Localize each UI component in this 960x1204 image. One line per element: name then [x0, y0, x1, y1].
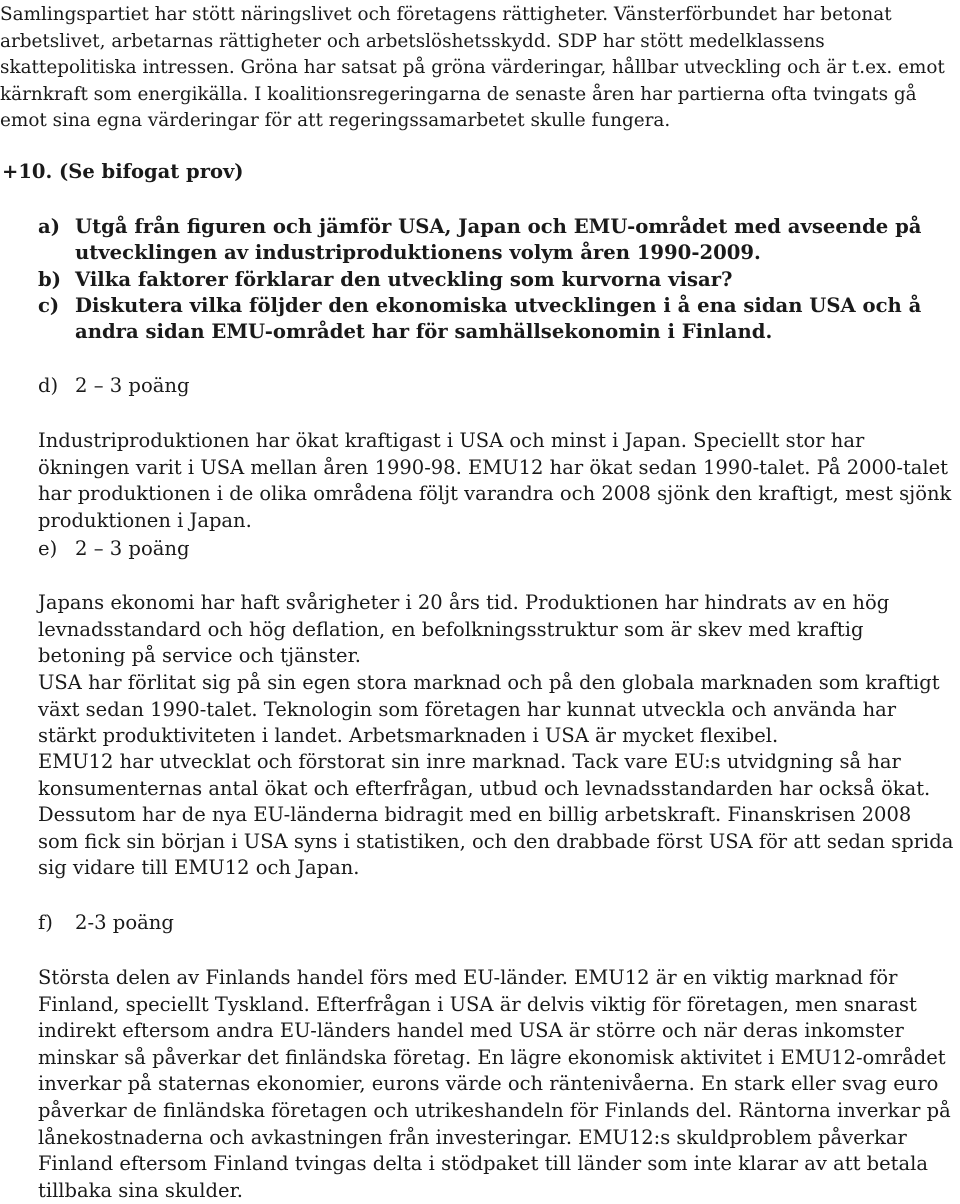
answer-e-paragraph-emu12: EMU12 har utvecklat och förstorat sin inre marknad. Tack vare EU:s utvidgning så har konsumenternas antal ökat och efterfrågan, utbud och levnadsstandarden har också ökat. Dessutom har de nya EU-länderna bidragit med en billig arbetskraft. Finanskrisen 2008 som fick sin början i USA syns i statistiken, och den drabbade först USA för att sedan sprida sig vidare till EMU12 och Japan.	[38, 750, 954, 880]
question-list	[38, 214, 938, 345]
question-heading: +10. (Se bifogat prov)	[2, 160, 244, 183]
question-item-marker: a)	[38, 215, 60, 238]
answer-f-paragraph: Största delen av Finlands handel förs med EU-länder. EMU12 är en viktig marknad för Finland, speciellt Tyskland. Efterfrågan i USA är delvis viktig för företagen, men snarast indirekt eftersom andra EU-länders handel med USA är större och när deras inkomster minskar så påverkar det finländska företag. En lägre ekonomisk aktivitet i EMU12-området inverkar på staternas ekonomier, eurons värde och räntenivåerna. En stark eller svag euro påverkar de finländska företagen och utrikeshandeln för Finlands del. Räntorna inverkar på lånekostnaderna och avkastningen från investeringar. EMU12:s skuldproblem påverkar Finland eftersom Finland tvingas delta i stödpaket till länder som inte klarar av att betala tillbaka sina skulder.	[38, 966, 951, 1202]
intro-paragraph: Samlingspartiet har stött näringslivet och företagens rättigheter. Vänsterförbundet har betonat arbetslivet, arbetarnas rättigheter och arbetslöshetsskydd. SDP har stött medelklassens skattepolitiska intressen. Gröna har satsat på gröna värderingar, hållbar utveckling och är t.ex. emot kärnkraft som energikälla. I koalitionsregeringarna de senaste åren har partierna ofta tvingats gå emot sina egna värderingar för att regeringssamarbetet skulle fungera.	[0, 4, 945, 131]
answer-marker: d)	[38, 374, 59, 397]
question-item-b	[38, 267, 938, 293]
answer-points: 2 – 3 poäng	[75, 537, 190, 560]
answer-e-paragraph-japan: Japans ekonomi har haft svårigheter i 20 års tid. Produktionen har hindrats av en hög levnadsstandard och hög deflation, en befolkningsstruktur som är skev med kraftig betoning på service och tjänster.	[38, 591, 890, 668]
answer-d-paragraph: Industriproduktionen har ökat kraftigast i USA och minst i Japan. Speciellt stor har ökningen varit i USA mellan åren 1990-98. EMU12 har ökat sedan 1990-talet. På 2000-talet har produktionen i de olika områdena följt varandra och 2008 sjönk den kraftigt, mest sjönk produktionen i Japan.	[38, 429, 952, 532]
answer-marker: f)	[38, 911, 53, 934]
question-item-text: Utgå från figuren och jämför USA, Japan och EMU-området med avseende på utvecklingen av industriproduktionens volym åren 1990-2009.	[75, 215, 922, 265]
question-item-a	[38, 214, 938, 267]
question-item-text: Vilka faktorer förklarar den utveckling som kurvorna visar?	[75, 267, 733, 291]
answer-d-label	[38, 373, 190, 399]
answer-points: 2 – 3 poäng	[75, 374, 190, 397]
answer-marker: e)	[38, 537, 58, 560]
question-item-c	[38, 293, 938, 346]
answer-points: 2-3 poäng	[75, 911, 174, 934]
question-item-text: Diskutera vilka följder den ekonomiska utvecklingen i å ena sidan USA och å andra sidan EMU-området har för samhällsekonomin i Finland.	[75, 293, 922, 344]
question-item-marker: b)	[38, 267, 61, 291]
answer-e-label	[38, 536, 190, 562]
answer-f-label	[38, 910, 174, 936]
question-item-marker: c)	[38, 293, 60, 317]
answer-e-paragraph-usa: USA har förlitat sig på sin egen stora marknad och på den globala marknaden som kraftigt växt sedan 1990-talet. Teknologin som företagen har kunnat utveckla och använda har stärkt produktiviteten i landet. Arbetsmarknaden i USA är mycket flexibel.	[38, 671, 940, 748]
